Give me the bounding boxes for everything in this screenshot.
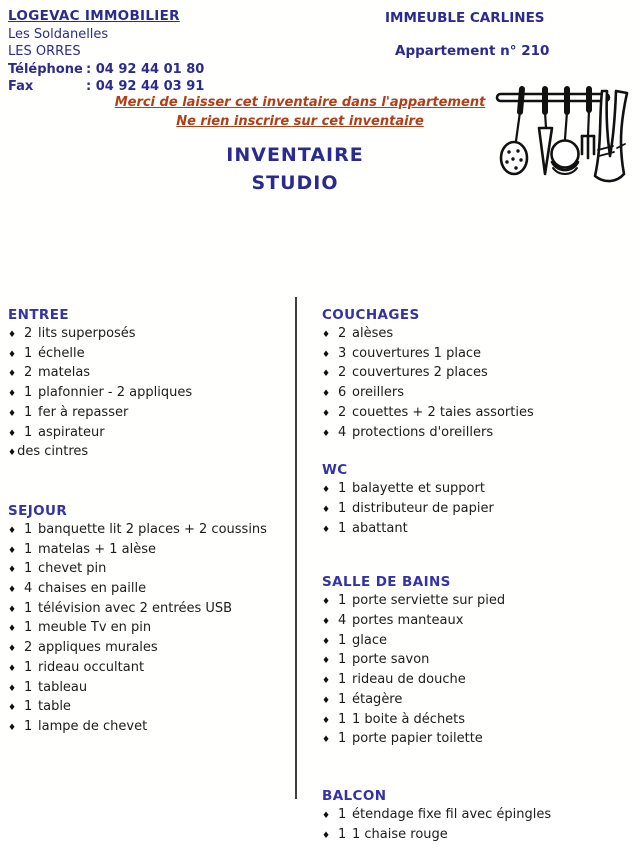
item-label: lits superposés xyxy=(38,326,136,341)
item-label: plafonnier - 2 appliques xyxy=(38,385,193,401)
item-quantity: 1 xyxy=(338,826,347,842)
item-quantity: 1 xyxy=(24,521,33,537)
item-label: distributeur de papier xyxy=(352,500,494,516)
agency-header xyxy=(8,8,204,96)
item-quantity: 1 xyxy=(338,593,347,609)
item-quantity: 1 xyxy=(338,632,347,648)
diamond-bullet-icon: ♦ xyxy=(322,656,331,667)
section-title: SALLE DE BAINS xyxy=(322,574,451,591)
fax-label: Fax xyxy=(8,79,34,94)
item-quantity: 1 xyxy=(24,561,33,577)
list-item xyxy=(322,691,633,711)
list-item xyxy=(8,424,295,444)
item-quantity: 1 xyxy=(24,679,33,695)
fax-number: : 04 92 44 03 91 xyxy=(86,79,205,94)
diamond-bullet-icon: ♦ xyxy=(322,485,331,496)
list-item xyxy=(322,325,633,345)
list-item xyxy=(322,424,633,444)
section-items xyxy=(322,592,633,750)
diamond-bullet-icon: ♦ xyxy=(8,644,17,655)
title-line-1: INVENTAIRE xyxy=(226,144,364,166)
inventory-section xyxy=(8,305,295,463)
item-label: chaises en paille xyxy=(38,581,147,597)
section-items xyxy=(8,521,295,738)
list-item xyxy=(8,659,295,679)
fax-line xyxy=(8,78,204,96)
item-quantity: 1 xyxy=(24,659,33,675)
inventory-section xyxy=(8,501,295,738)
inventory-section xyxy=(322,572,633,750)
left-column xyxy=(0,297,295,799)
diamond-bullet-icon: ♦ xyxy=(322,636,331,647)
item-label: aspirateur xyxy=(38,424,105,440)
item-label: glace xyxy=(352,632,387,648)
building-name: IMMEUBLE CARLINES xyxy=(385,10,545,26)
list-item xyxy=(8,718,295,738)
item-quantity: 1 xyxy=(338,672,347,688)
section-title: BALCON xyxy=(322,787,387,804)
item-label: rideau de douche xyxy=(352,672,466,688)
item-quantity: 1 xyxy=(24,345,33,361)
diamond-bullet-icon: ♦ xyxy=(8,663,17,674)
list-item xyxy=(8,364,295,384)
item-quantity: 4 xyxy=(338,424,347,440)
item-quantity: 6 xyxy=(338,385,347,401)
item-label: alèses xyxy=(352,326,394,341)
section-title: WC xyxy=(322,462,348,479)
diamond-bullet-icon: ♦ xyxy=(322,676,331,687)
list-item xyxy=(322,826,633,845)
diamond-bullet-icon: ♦ xyxy=(8,389,17,400)
item-label: des cintres xyxy=(17,444,89,460)
item-label: télévision avec 2 entrées USB xyxy=(38,600,233,616)
item-label: table xyxy=(38,699,71,715)
notice-line-2: Ne rien inscrire sur cet inventaire xyxy=(176,113,424,129)
item-label: échelle xyxy=(38,345,85,361)
notice-line-1: Merci de laisser cet inventaire dans l'appartement xyxy=(114,95,486,110)
diamond-bullet-icon: ♦ xyxy=(322,810,331,821)
item-label: étagère xyxy=(352,691,403,707)
diamond-bullet-icon: ♦ xyxy=(322,524,331,535)
diamond-bullet-icon: ♦ xyxy=(8,408,17,419)
diamond-bullet-icon: ♦ xyxy=(8,585,17,596)
list-item xyxy=(8,404,295,424)
diamond-bullet-icon: ♦ xyxy=(8,604,17,615)
item-quantity: 3 xyxy=(338,345,347,361)
item-label: tableau xyxy=(38,679,88,695)
diamond-bullet-icon: ♦ xyxy=(322,389,331,400)
diamond-bullet-icon: ♦ xyxy=(322,830,331,841)
diamond-bullet-icon: ♦ xyxy=(322,695,331,706)
item-quantity: 1 xyxy=(24,424,33,440)
item-label: couettes + 2 taies assorties xyxy=(352,404,534,420)
item-quantity: 4 xyxy=(338,613,347,629)
list-item xyxy=(322,384,633,404)
list-item xyxy=(8,345,295,365)
section-items xyxy=(322,480,633,539)
item-quantity: 1 xyxy=(24,541,33,557)
item-quantity: 2 xyxy=(338,365,347,381)
item-quantity: 1 xyxy=(338,806,347,822)
inventory-section xyxy=(322,786,633,845)
diamond-bullet-icon: ♦ xyxy=(322,504,331,515)
diamond-bullet-icon: ♦ xyxy=(322,617,331,628)
item-label: matelas + 1 alèse xyxy=(38,541,156,557)
list-item xyxy=(8,384,295,404)
section-title: SEJOUR xyxy=(8,502,68,519)
diamond-bullet-icon: ♦ xyxy=(8,722,17,733)
list-item xyxy=(8,600,295,620)
inventory-section xyxy=(322,305,633,443)
item-quantity: 1 xyxy=(338,691,347,707)
item-quantity: 1 xyxy=(24,718,33,734)
list-item xyxy=(8,443,295,463)
item-quantity: 1 xyxy=(24,699,33,715)
item-label: étendage fixe fil avec épingles xyxy=(352,806,552,822)
notice-block xyxy=(0,94,600,131)
item-label: abattant xyxy=(352,520,408,536)
diamond-bullet-icon: ♦ xyxy=(8,448,17,459)
diamond-bullet-icon: ♦ xyxy=(322,349,331,360)
item-label: fer à repasser xyxy=(38,404,129,420)
list-item xyxy=(8,325,295,345)
list-item xyxy=(8,639,295,659)
diamond-bullet-icon: ♦ xyxy=(8,565,17,576)
diamond-bullet-icon: ♦ xyxy=(8,683,17,694)
item-label: 1 boite à déchets xyxy=(352,711,466,727)
right-column xyxy=(295,297,633,842)
item-quantity: 1 xyxy=(338,731,347,747)
document-title xyxy=(0,142,590,197)
list-item xyxy=(322,520,633,540)
list-item xyxy=(322,651,633,671)
item-label: appliques murales xyxy=(38,640,158,656)
item-quantity: 2 xyxy=(24,326,33,341)
item-quantity: 2 xyxy=(338,326,347,341)
diamond-bullet-icon: ♦ xyxy=(8,703,17,714)
item-label: lampe de chevet xyxy=(38,718,148,734)
list-item xyxy=(8,679,295,699)
list-item xyxy=(8,521,295,541)
item-quantity: 1 xyxy=(338,500,347,516)
list-item xyxy=(322,404,633,424)
diamond-bullet-icon: ♦ xyxy=(322,369,331,380)
item-label: rideau occultant xyxy=(38,659,145,675)
list-item xyxy=(8,580,295,600)
list-item xyxy=(322,500,633,520)
inventory-columns xyxy=(0,297,633,842)
diamond-bullet-icon: ♦ xyxy=(8,369,17,380)
list-item xyxy=(322,364,633,384)
item-quantity: 1 xyxy=(338,652,347,668)
item-quantity: 2 xyxy=(338,404,347,420)
phone-number: : 04 92 44 01 80 xyxy=(86,61,205,77)
agency-city: LES ORRES xyxy=(8,44,81,59)
item-label: balayette et support xyxy=(352,481,485,497)
item-label: couvertures 2 places xyxy=(352,365,488,381)
diamond-bullet-icon: ♦ xyxy=(322,330,331,340)
diamond-bullet-icon: ♦ xyxy=(8,428,17,439)
phone-line xyxy=(8,61,204,79)
list-item xyxy=(322,632,633,652)
diamond-bullet-icon: ♦ xyxy=(8,330,17,340)
item-label: meuble Tv en pin xyxy=(38,620,152,636)
agency-name: LOGEVAC IMMOBILIER xyxy=(8,8,180,24)
list-item xyxy=(322,671,633,691)
list-item xyxy=(8,698,295,718)
item-label: porte serviette sur pied xyxy=(352,593,506,609)
item-label: 1 chaise rouge xyxy=(352,826,448,842)
list-item xyxy=(322,730,633,750)
list-item xyxy=(322,480,633,500)
section-title: ENTREE xyxy=(8,307,69,323)
list-item xyxy=(322,612,633,632)
inventory-section xyxy=(322,460,633,539)
item-quantity: 1 xyxy=(338,520,347,536)
list-item xyxy=(8,619,295,639)
diamond-bullet-icon: ♦ xyxy=(322,597,331,608)
item-label: porte papier toilette xyxy=(352,731,483,747)
list-item xyxy=(322,711,633,731)
diamond-bullet-icon: ♦ xyxy=(8,545,17,556)
diamond-bullet-icon: ♦ xyxy=(322,428,331,439)
section-items xyxy=(8,325,295,463)
item-label: oreillers xyxy=(352,385,404,401)
building-header xyxy=(385,10,549,60)
phone-label: Téléphone xyxy=(8,61,83,77)
item-quantity: 1 xyxy=(338,481,347,497)
item-label: protections d'oreillers xyxy=(352,424,494,440)
item-quantity: 1 xyxy=(24,620,33,636)
apartment-number: Appartement n° 210 xyxy=(395,42,550,59)
agency-address-line: Les Soldanelles xyxy=(8,26,109,42)
item-quantity: 1 xyxy=(24,385,33,401)
section-items xyxy=(322,325,633,443)
diamond-bullet-icon: ♦ xyxy=(322,715,331,726)
item-quantity: 2 xyxy=(24,365,33,381)
list-item xyxy=(322,345,633,365)
item-label: chevet pin xyxy=(38,561,107,577)
section-items xyxy=(322,806,633,845)
diamond-bullet-icon: ♦ xyxy=(8,525,17,536)
item-label: banquette lit 2 places + 2 coussins xyxy=(38,521,267,537)
item-quantity: 1 xyxy=(24,600,33,616)
item-label: matelas xyxy=(38,365,91,381)
list-item xyxy=(8,560,295,580)
item-quantity: 2 xyxy=(24,640,33,656)
item-label: porte savon xyxy=(352,652,430,668)
item-quantity: 1 xyxy=(24,404,33,420)
item-quantity: 4 xyxy=(24,581,33,597)
diamond-bullet-icon: ♦ xyxy=(322,408,331,419)
diamond-bullet-icon: ♦ xyxy=(8,624,17,635)
diamond-bullet-icon: ♦ xyxy=(8,349,17,360)
list-item xyxy=(8,541,295,561)
diamond-bullet-icon: ♦ xyxy=(322,735,331,746)
item-label: portes manteaux xyxy=(352,613,464,629)
item-label: couvertures 1 place xyxy=(352,345,482,361)
list-item xyxy=(322,592,633,612)
item-quantity: 1 xyxy=(338,711,347,727)
title-line-2: STUDIO xyxy=(251,171,339,194)
list-item xyxy=(322,806,633,826)
section-title: COUCHAGES xyxy=(322,307,420,323)
